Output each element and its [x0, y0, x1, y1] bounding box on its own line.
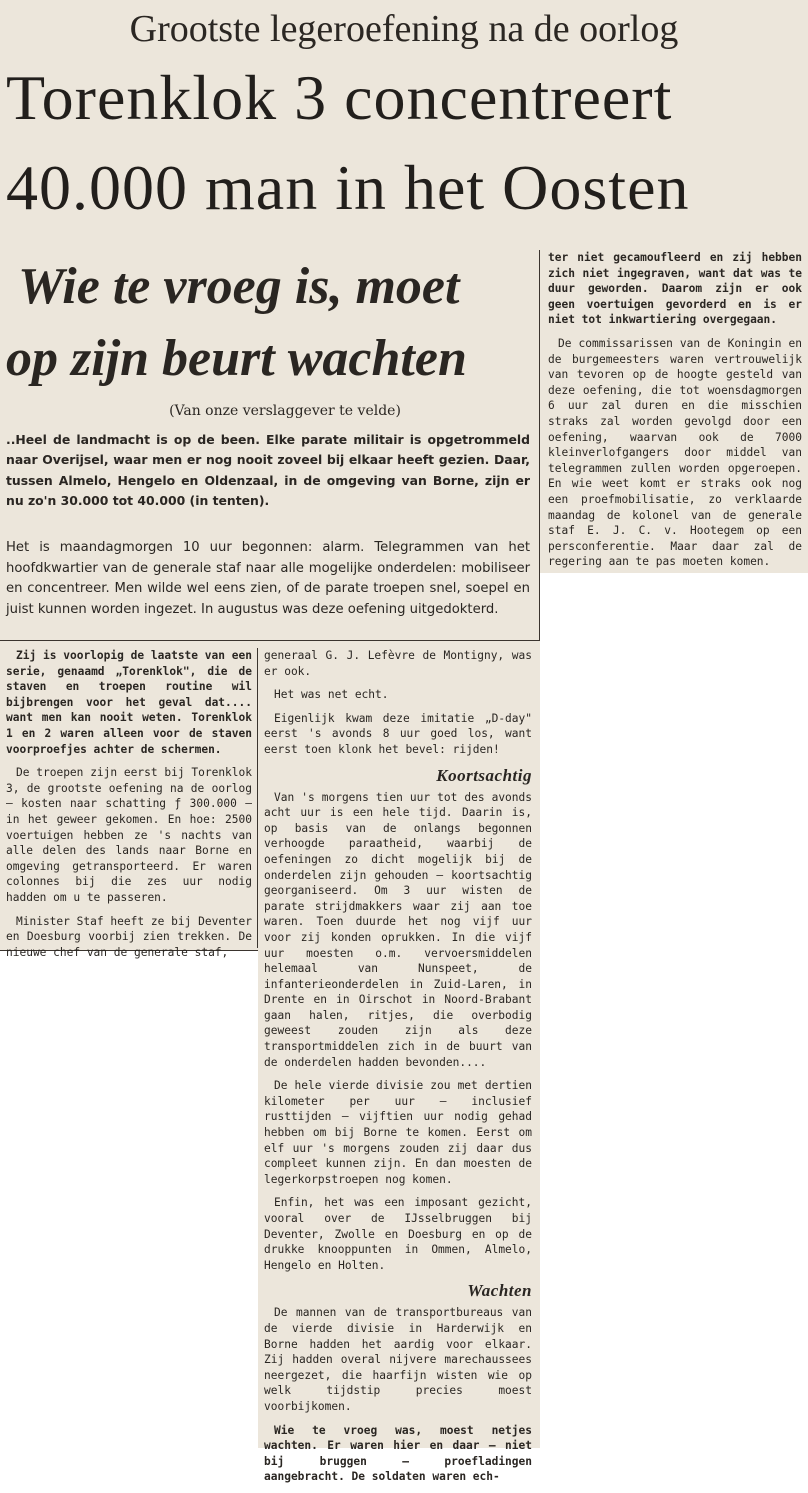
lead-bottom-rule	[0, 640, 540, 641]
paragraph: De troepen zijn eerst bij Torenklok 3, de grootste oefening na de oorlog — kosten naar schatting ƒ 300.000 — in het geweer gekomen. En hoe: 2500 voertuigen hebben ze 's nachts van alle delen des lands naar Borne en omgeving getransporteerd. Er waren colonnes bij die zes uur nodig hadden om u te passeren.	[6, 766, 252, 904]
paragraph: ter niet gecamoufleerd en zij hebben zich niet ingegraven, want dat was te duur geworden. Daarom zijn er ook geen voertuigen gevorderd en is er niet tot inkwartiering overgegaan.	[548, 251, 802, 327]
paragraph: Wie te vroeg was, moest netjes wachten. Er waren hier en daar — niet bij bruggen — proefladingen aangebracht. De soldaten waren ech-	[264, 1423, 532, 1484]
main-headline-line-1: Torenklok 3 concentreert	[6, 62, 673, 133]
main-headline-line-2: 40.000 man in het Oosten	[6, 152, 690, 223]
article-column-middle	[264, 648, 532, 1493]
paragraph: Zij is voorlopig de laatste van een serie, genaamd „Torenklok", die de staven en troepen routine wil bijbrengen voor het geval dat.... want men kan nooit weten. Torenklok 1 en 2 waren alleen voor de staven voorproefjes achter de schermen.	[6, 649, 252, 756]
paragraph: Van 's morgens tien uur tot des avonds acht uur is een hele tijd. Daarin is, op basis van de onlangs begonnen verhoogde paraatheid, waarbij de oefeningen zo dicht mogelijk bij de onderdelen zijn gehouden — koortsachtig georganiseerd. Om 3 uur wisten de parate strijdmakkers waar zij aan toe waren. Toen duurde het nog vijf uur voor zij konden oprukken. In die vijf uur moesten o.m. vervoersmiddelen helemaal van Nunspeet, de infanterieonderdelen in Zuid-Laren, in Drente en in Oirschot in Noord-Brabant gaan halen, ritjes, die overbodig geweest zouden zijn als deze transportmiddelen zich in de buurt van de onderdelen hadden bevonden....	[264, 790, 532, 1069]
paragraph: generaal G. J. Lefèvre de Montigny, was er ook.	[264, 649, 532, 678]
lead-paragraph: Het is maandagmorgen 10 uur begonnen: alarm. Telegrammen van het hoofdkwartier van de generale staf naar alle mogelijke onderdelen: mobiliseer en concentreer. Men wilde wel eens zien, of de parate troepen snel, soepel en juist kunnen worden ingezet. In augustus was deze oefening uitgedokterd.	[6, 540, 530, 617]
paragraph: De hele vierde divisie zou met dertien kilometer per uur — inclusief rusttijden — vijftien uur nodig gehad hebben om bij Borne te komen. Eerst om elf uur 's morgens zouden zij daar dus compleet kunnen zijn. En dan moesten de legerkorpstroepen nog komen.	[264, 1079, 532, 1186]
paragraph: De mannen van de transportbureaus van de vierde divisie in Harderwijk en Borne hadden het aardig voor elkaar. Zij hadden overal nijvere marechaussees neergezet, die haarfijn wisten wie op welk tijdstip precies moest voorbijkomen.	[264, 1306, 532, 1413]
subheadline-line-2: op zijn beurt wachten	[6, 330, 467, 387]
article-column-left	[6, 648, 252, 968]
paragraph: Eigenlijk kwam deze imitatie „D-day" eerst 's avonds 8 uur goed los, want eerst toen klonk het bevel: rijden!	[264, 711, 532, 756]
section-subheading: Koortsachtig	[436, 765, 532, 785]
paragraph: Enfin, het was een imposant gezicht, vooral over de IJsselbruggen bij Deventer, Zwolle en Doesburg en op de drukke knooppunten in Ommen, Almelo, Hengelo en Holten.	[264, 1196, 532, 1272]
column-rule-middle	[257, 648, 258, 948]
kicker-headline: Grootste legeroefening na de oorlog	[129, 8, 679, 50]
section-subheading: Wachten	[467, 1281, 532, 1301]
intro-paragraph: ..Heel de landmacht is op de been. Elke parate militair is opgetrommeld naar Overijsel, waar men er nog nooit zoveel bij elkaar heeft gezien. Daar, tussen Almelo, Hengelo en Oldenzaal, in de omgeving van Borne, zijn er nu zo'n 30.000 tot 40.000 (in tenten).	[6, 432, 530, 509]
byline: (Van onze verslaggever te velde)	[169, 403, 401, 419]
paragraph: Minister Staf heeft ze bij Deventer en Doesburg voorbij zien trekken. De nieuwe chef van de generale staf,	[6, 914, 252, 959]
paragraph: Het was net echt.	[274, 688, 389, 702]
column-rule-right	[539, 250, 540, 640]
article-column-right	[548, 250, 802, 578]
subheadline-line-1: Wie te vroeg is, moet	[18, 258, 460, 315]
paragraph: De commissarissen van de Koningin en de burgemeesters waren vertrouwelijk van tevoren op de hoogte gesteld van deze oefening, die tot woensdagmorgen 6 uur zal duren en die misschien straks zal worden gevolgd door een oefening, waarvan ook de 7000 kleinverlofgangers door middel van telegrammen zullen worden opgeroepen. En wie weet komt er straks ook nog een proefmobilisatie, zo verklaarde maandag de kolonel van de generale staf E. J. C. v. Hootegem op een persconferentie. Maar daar zal de regering aan te pas moeten komen.	[548, 336, 802, 569]
